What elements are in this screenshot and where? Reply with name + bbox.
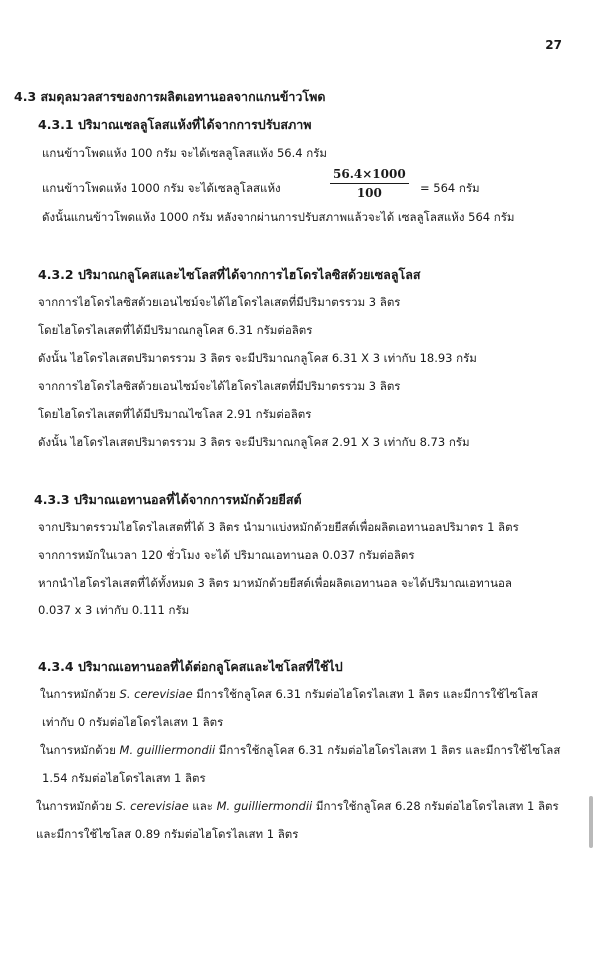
text-line: 1.54 กรัมต่อไฮโดรไลเสท 1 ลิตร — [42, 771, 206, 785]
species-name: M. guilliermondii — [119, 743, 216, 757]
text-line: จากการไฮโดรไลซิสด้วยเอนไซม์จะได้ไฮโดรไลเสตที่มีปริมาตรรวม 3 ลิตร — [38, 379, 401, 393]
text-run: ในการหมักด้วย — [40, 687, 120, 701]
text-line: จากการไฮโดรไลซิสด้วยเอนไซม์จะได้ไฮโดรไลเสตที่มีปริมาตรรวม 3 ลิตร — [38, 295, 401, 309]
subsection-heading-4-3-4: 4.3.4 ปริมาณเอทานอลที่ได้ต่อกลูโคสและไซโลสที่ใช้ไป — [38, 659, 343, 674]
species-name: S. cerevisiae — [119, 687, 193, 701]
subsection-heading-4-3-2: 4.3.2 ปริมาณกลูโคสและไซโลสที่ได้จากการไฮโดรไลซิสด้วยเซลลูโลส — [38, 267, 421, 282]
text-line: ดังนั้น ไฮโดรไลเสตปริมาตรรวม 3 ลิตร จะมีปริมาณกลูโคส 6.31 X 3 เท่ากับ 18.93 กรัม — [38, 351, 477, 365]
paragraph-line — [40, 686, 538, 704]
text-line: และมีการใช้ไซโลส 0.89 กรัมต่อไฮโดรไลเสท 1 ลิตร — [36, 827, 299, 841]
text-line: 0.037 x 3 เท่ากับ 0.111 กรัม — [38, 603, 190, 617]
text-line: แกนข้าวโพดแห้ง 100 กรัม จะได้เซลลูโลสแห้ง 56.4 กรัม — [42, 146, 327, 160]
paragraph-line — [40, 742, 560, 760]
text-line: ดังนั้น ไฮโดรไลเสตปริมาตรรวม 3 ลิตร จะมีปริมาณกลูโคส 2.91 X 3 เท่ากับ 8.73 กรัม — [38, 435, 470, 449]
subsection-heading-4-3-3: 4.3.3 ปริมาณเอทานอลที่ได้จากการหมักด้วยยีสต์ — [34, 492, 302, 507]
text-run: และ — [188, 799, 217, 813]
text-line: โดยไฮโดรไลเสตที่ได้มีปริมาณกลูโคส 6.31 กรัมต่อลิตร — [38, 323, 313, 337]
section-heading-4-3: 4.3 สมดุลมวลสารของการผลิตเอทานอลจากแกนข้าวโพด — [14, 89, 326, 104]
text-line: หากนำไฮโดรไลเสตที่ได้ทั้งหมด 3 ลิตร มาหมักด้วยยีสต์เพื่อผลิตเอทานอล จะได้ปริมาณเอทานอล — [38, 576, 512, 590]
text-line: จากปริมาตรรวมไฮโดรไลเสตที่ได้ 3 ลิตร นำมาแบ่งหมักด้วยยีสต์เพื่อผลิตเอทานอลปริมาตร 1 ลิตร — [38, 520, 519, 534]
text-run: มีการใช้กลูโคส 6.28 กรัมต่อไฮโดรไลเสท 1 ลิตร — [312, 799, 559, 813]
fraction-expression — [330, 167, 409, 200]
text-run: มีการใช้กลูโคส 6.31 กรัมต่อไฮโดรไลเสท 1 ลิตร และมีการใช้ไซโลส — [215, 743, 561, 757]
text-line: เท่ากับ 0 กรัมต่อไฮโดรไลเสท 1 ลิตร — [42, 715, 224, 729]
text-run: ในการหมักด้วย — [40, 743, 120, 757]
species-name: M. guilliermondii — [216, 799, 313, 813]
paragraph-line — [36, 798, 559, 816]
scrollbar[interactable] — [589, 796, 593, 848]
text-line: แกนข้าวโพดแห้ง 1000 กรัม จะได้เซลลูโลสแห้ง — [42, 181, 281, 195]
species-name: S. cerevisiae — [115, 799, 189, 813]
text-run: ในการหมักด้วย — [36, 799, 116, 813]
text-line: ดังนั้นแกนข้าวโพดแห้ง 1000 กรัม หลังจากผ่านการปรับสภาพแล้วจะได้ เซลลูโลสแห้ง 564 กรัม — [42, 210, 515, 224]
fraction-denominator: 100 — [356, 186, 382, 200]
text-line: = 564 กรัม — [420, 181, 480, 195]
text-run: มีการใช้กลูโคส 6.31 กรัมต่อไฮโดรไลเสท 1 ลิตร และมีการใช้ไซโลส — [192, 687, 538, 701]
text-line: โดยไฮโดรไลเสตที่ได้มีปริมาณไซโลส 2.91 กรัมต่อลิตร — [38, 407, 312, 421]
subsection-heading-4-3-1: 4.3.1 ปริมาณเซลลูโลสแห้งที่ได้จากการปรับสภาพ — [38, 117, 312, 132]
fraction-numerator: 56.4×1000 — [330, 167, 409, 184]
page-number: 27 — [545, 38, 562, 52]
text-line: จากการหมักในเวลา 120 ชั่วโมง จะได้ ปริมาณเอทานอล 0.037 กรัมต่อลิตร — [38, 548, 415, 562]
